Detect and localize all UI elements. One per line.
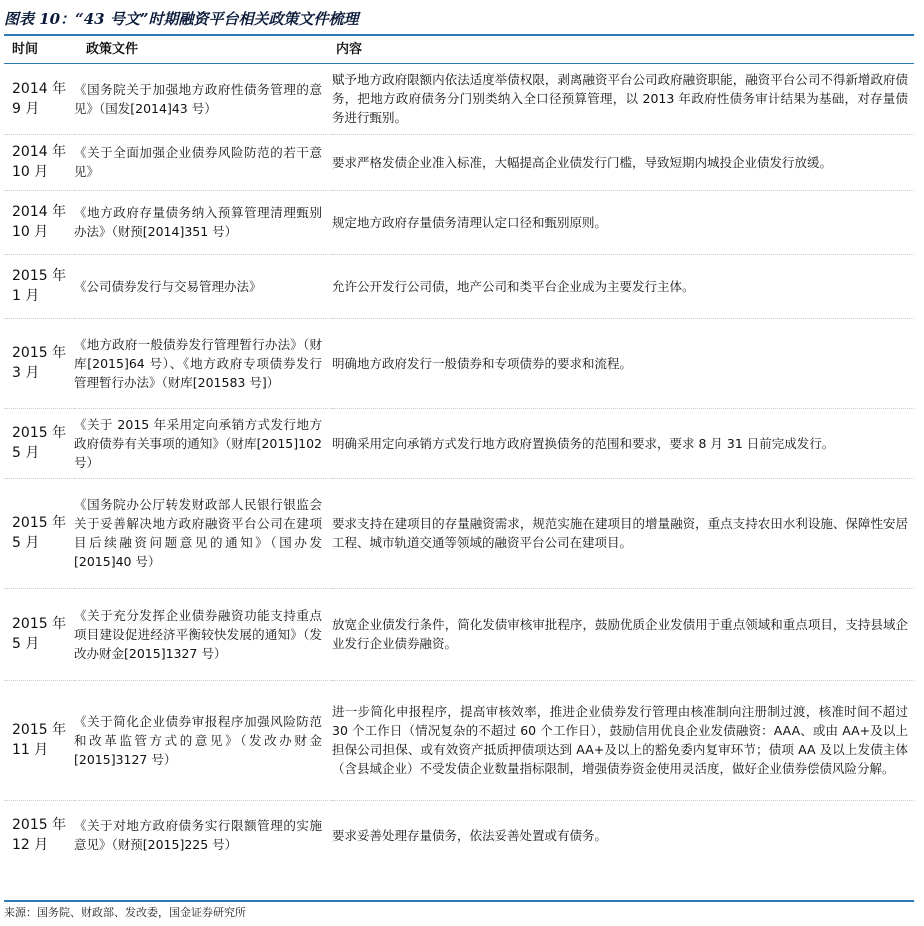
header-time: 时间 <box>12 42 39 57</box>
cell-time: 2015 年 11 月 <box>12 722 67 758</box>
cell-doc: 《公司债券发行与交易管理办法》 <box>74 278 262 294</box>
cell-content: 明确采用定向承销方式发行地方政府置换债务的范围和要求，要求 8 月 31 日前完成发行。 <box>332 435 835 451</box>
source-note: 来源：国务院、财政部、发改委，国金证券研究所 <box>4 906 246 919</box>
cell-doc: 《地方政府存量债务纳入预算管理清理甄别办法》（财预[2014]351 号） <box>74 205 322 239</box>
table-row <box>4 254 914 318</box>
cell-content: 赋予地方政府限额内依法适度举债权限，剥离融资平台公司政府融资职能，融资平台公司不得新增政府债务，把地方政府债务分门别类纳入全口径预算管理，以 2013 年政府性债务审计结果为基础，对存量债务进行甄别。 <box>332 72 908 126</box>
cell-time: 2014 年 9 月 <box>12 80 67 117</box>
cell-time: 2014 年 10 月 <box>12 204 67 240</box>
cell-doc: 《关于全面加强企业债券风险防范的若干意见》 <box>74 145 322 179</box>
table-row <box>4 680 914 800</box>
header-doc: 政策文件 <box>86 42 139 57</box>
cell-time: 2015 年 5 月 <box>12 616 67 652</box>
cell-time: 2015 年 12 月 <box>12 817 67 854</box>
table-row <box>4 800 914 870</box>
table-row <box>4 64 914 134</box>
cell-doc: 《关于充分发挥企业债券融资功能支持重点项目建设促进经济平衡较快发展的通知》（发改办财金[2015]1327 号） <box>74 607 322 661</box>
cell-content: 明确地方政府发行一般债券和专项债券的要求和流程。 <box>332 355 633 371</box>
policy-table <box>4 64 914 870</box>
cell-content: 规定地方政府存量债务清理认定口径和甄别原则。 <box>332 214 608 230</box>
cell-doc: 《关于 2015 年采用定向承销方式发行地方政府债券有关事项的通知》（财库[2015]102 号） <box>74 416 322 470</box>
cell-doc: 《国务院关于加强地方政府性债务管理的意见》（国发[2014]43 号） <box>74 81 322 116</box>
cell-content: 放宽企业债发行条件，简化发债审核审批程序，鼓励优质企业发债用于重点领域和重点项目，支持县域企业发行企业债券融资。 <box>332 617 908 651</box>
cell-doc: 《国务院办公厅转发财政部人民银行银监会关于妥善解决地方政府融资平台公司在建项目后续融资问题意见的通知》（国办发[2015]40 号） <box>74 497 322 569</box>
cell-time: 2015 年 3 月 <box>12 345 67 381</box>
cell-content: 要求妥善处理存量债务，依法妥善处置或有债务。 <box>332 827 608 843</box>
cell-doc: 《关于简化企业债券审报程序加强风险防范和改革监管方式的意见》（发改办财金[2015]3127 号） <box>74 713 322 767</box>
cell-content: 允许公开发行公司债，地产公司和类平台企业成为主要发行主体。 <box>332 278 695 294</box>
bottom-rule <box>4 900 914 902</box>
table-row <box>4 318 914 408</box>
cell-time: 2014 年 10 月 <box>12 144 67 180</box>
table-row <box>4 588 914 680</box>
table-row <box>4 134 914 190</box>
table-row <box>4 478 914 588</box>
table-row <box>4 408 914 478</box>
header-content: 内容 <box>336 42 363 57</box>
cell-doc: 《地方政府一般债券发行管理暂行办法》（财库[2015]64 号）、《地方政府专项债券发行管理暂行办法》（财库[201583 号]） <box>74 336 322 390</box>
table-row <box>4 190 914 254</box>
cell-time: 2015 年 5 月 <box>12 515 67 551</box>
cell-content: 要求支持在建项目的存量融资需求，规范实施在建项目的增量融资，重点支持农田水利设施、保障性安居工程、城市轨道交通等领域的融资平台公司在建项目。 <box>332 516 908 550</box>
top-rule <box>4 34 914 36</box>
cell-doc: 《关于对地方政府债务实行限额管理的实施意见》（财预[2015]225 号） <box>74 818 322 853</box>
figure-title: 图表 10：“43 号文”时期融资平台相关政策文件梳理 <box>4 10 359 28</box>
cell-time: 2015 年 1 月 <box>12 268 67 304</box>
table-header <box>4 37 914 63</box>
cell-content: 进一步简化申报程序，提高审核效率，推进企业债券发行管理由核准制向注册制过渡，核准时间不超过 30 个工作日（情况复杂的不超过 60 个工作日），鼓励信用优良企业发债融资：AAA、或由 AA+及以上担保公司担保、或有效资产抵质押债项达到 AA+及以上的豁免委内复审环节；债项 AA 及以上发债主体（含县域企业）不受发债企业数量指标限制，增强债券资金使用灵活度，做好企业债券偿债风险分解。 <box>332 704 908 776</box>
cell-content: 要求严格发债企业准入标准，大幅提高企业债发行门槛，导致短期内城投企业债发行放缓。 <box>332 154 833 170</box>
cell-time: 2015 年 5 月 <box>12 425 67 461</box>
